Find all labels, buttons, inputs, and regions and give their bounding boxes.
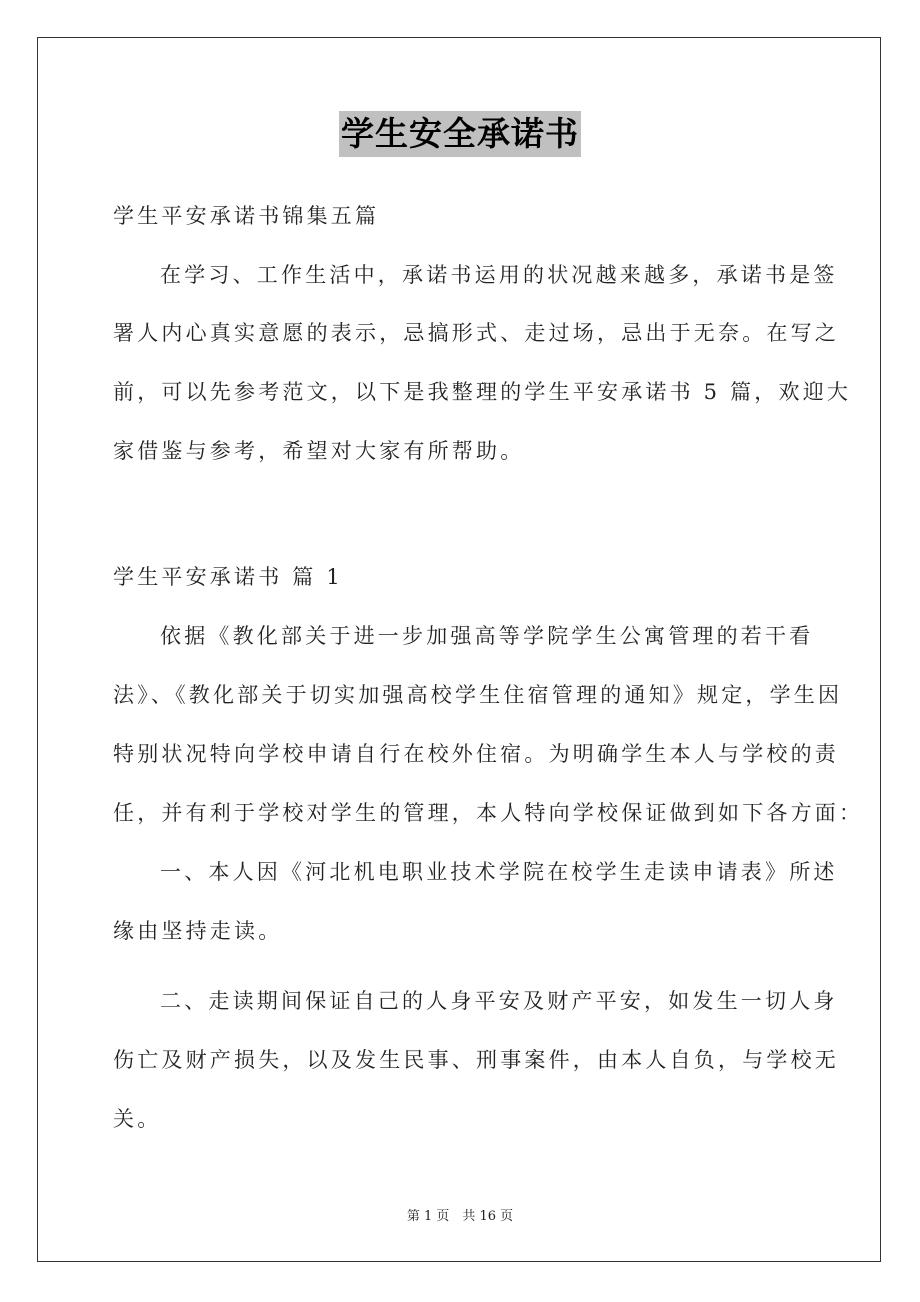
section-heading: 学生平安承诺书 篇 1: [113, 565, 343, 589]
section-line: 特别状况特向学校申请自行在校外住宿。为明确学生本人与学校的责: [113, 742, 839, 766]
intro-line: 家借鉴与参考，希望对大家有所帮助。: [113, 439, 525, 463]
section-line: 依据《教化部关于进一步加强高等学院学生公寓管理的若干看: [160, 624, 814, 648]
section-line: 二、走读期间保证自己的人身平安及财产平安，如发生一切人身: [160, 989, 838, 1013]
section-line: 一、本人因《河北机电职业技术学院在校学生走读申请表》所述: [160, 860, 838, 884]
intro-line: 在学习、工作生活中，承诺书运用的状况越来越多，承诺书是签: [160, 263, 838, 287]
section-line: 法》、《教化部关于切实加强高校学生住宿管理的通知》规定，学生因: [113, 683, 843, 707]
intro-line: 前，可以先参考范文，以下是我整理的学生平安承诺书 5 篇，欢迎大: [113, 380, 852, 404]
title-container: [0, 111, 920, 157]
intro-line: 署人内心真实意愿的表示，忌搞形式、走过场，忌出于无奈。在写之: [113, 321, 839, 345]
section-line: 缘由坚持走读。: [113, 919, 283, 943]
section-line: 伤亡及财产损失，以及发生民事、刑事案件，由本人自负，与学校无: [113, 1048, 839, 1072]
document-title: 学生安全承诺书: [339, 111, 581, 157]
section-line: 任，并有利于学校对学生的管理，本人特向学校保证做到如下各方面：: [113, 801, 864, 825]
section-line: 关。: [113, 1107, 162, 1131]
document-subtitle: 学生平安承诺书锦集五篇: [113, 204, 380, 228]
page-number-footer: 第 1 页 共 16 页: [406, 1209, 514, 1224]
